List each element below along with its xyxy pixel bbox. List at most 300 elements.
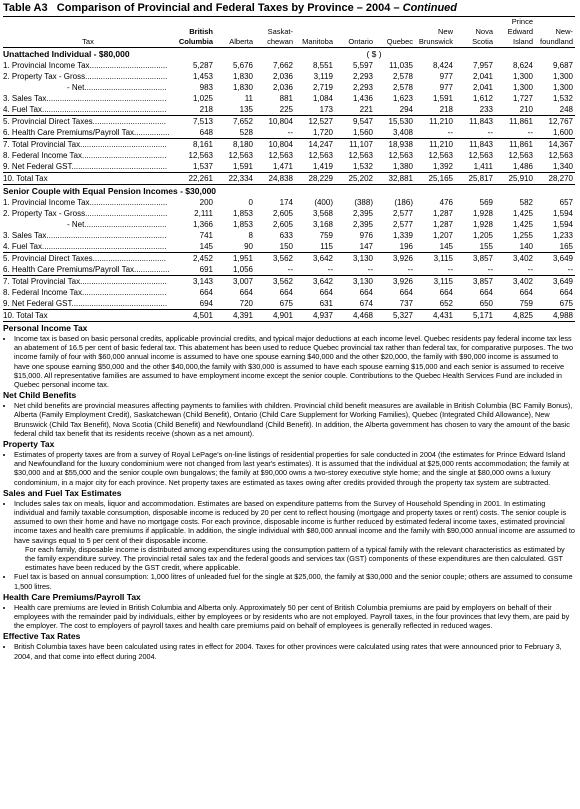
table-cell: 1,300	[512, 83, 533, 92]
table-cell: 1,233	[552, 231, 573, 240]
table-cell: 165	[559, 242, 573, 251]
table-cell: 2,719	[312, 83, 333, 92]
table-cell: 1,720	[312, 128, 333, 137]
column-header	[335, 27, 375, 37]
table-row	[3, 208, 575, 219]
table-cell: 1,300	[552, 83, 573, 92]
table-cell: --	[367, 265, 373, 274]
table-cell: 12,563	[508, 151, 533, 160]
table-cell: 3,649	[535, 276, 575, 288]
table-cell: 3,408	[392, 128, 413, 137]
note-bullet: • Health care premiums are levied in British Columbia and Alberta only. Approximately 50 per cent of British Columbia premiums are paid by employers on behalf of their employees with the remainder paid by individuals, either by employees or by residents who are not employed. Payroll taxes, in the four provinces that levy them, are paid by the employer. The cost to employers of payroll taxes and health care premiums paid on behalf of employees is generally reflected in reduced wages.	[14, 603, 575, 631]
table-cell: 664	[439, 288, 453, 297]
table-cell: 2,036	[272, 83, 293, 92]
table-cell: 218	[439, 105, 453, 114]
table-cell: 11,210	[415, 139, 455, 151]
note-heading: Effective Tax Rates	[3, 631, 81, 642]
table-cell: 1,300	[512, 72, 533, 81]
table-cell: 11,210	[415, 116, 455, 128]
column-header: Columbia	[175, 37, 215, 48]
table-header	[3, 17, 575, 48]
table-cell: 0	[248, 198, 253, 207]
table-cell: 2,036	[272, 72, 293, 81]
column-header: Scotia	[455, 37, 495, 48]
table-cell: 248	[559, 105, 573, 114]
row-label-text: 4. Fuel Tax	[3, 242, 42, 251]
row-label-text: 6. Health Care Premiums/Payroll Tax	[3, 128, 135, 137]
column-header	[375, 17, 415, 27]
table-cell: --	[287, 265, 293, 274]
row-label	[3, 208, 175, 219]
table-row	[3, 276, 575, 288]
table-cell: 1,560	[352, 128, 373, 137]
table-cell: 1,928	[472, 209, 493, 218]
column-header: Ontario	[335, 37, 375, 48]
table-cell: 1,594	[552, 209, 573, 218]
section-header	[3, 48, 575, 61]
table-cell: 145	[439, 242, 453, 251]
table-cell: 4,901	[255, 310, 295, 322]
table-cell: 881	[279, 94, 293, 103]
table-cell: 476	[439, 198, 453, 207]
row-label	[3, 82, 175, 93]
row-label-text: 3. Sales Tax	[3, 231, 47, 240]
table-cell: 1,084	[312, 94, 333, 103]
column-header: Island	[495, 37, 535, 48]
column-header	[455, 17, 495, 27]
leader-dots: ......................................	[82, 151, 167, 160]
table-cell: 664	[399, 288, 413, 297]
table-cell: 2,452	[175, 253, 215, 265]
table-code: Table A3	[3, 2, 48, 14]
row-label-text: 10. Total Tax	[3, 174, 48, 183]
table-cell: 2,395	[352, 220, 373, 229]
table-cell: --	[447, 128, 453, 137]
table-cell: 11,035	[389, 61, 413, 70]
note-list	[3, 401, 575, 438]
table-cell: 5,287	[192, 61, 213, 70]
table-cell: 10,804	[255, 139, 295, 151]
table-cell: 135	[239, 105, 253, 114]
table-row	[3, 127, 575, 139]
table-cell: 12,563	[388, 151, 413, 160]
column-header: Nova	[475, 27, 493, 36]
table-cell: --	[487, 265, 493, 274]
table-cell: 294	[399, 105, 413, 114]
table-cell: 28,229	[295, 173, 335, 185]
table-row	[3, 60, 575, 71]
notes-section	[3, 323, 575, 661]
section-unit: ( $ )	[366, 49, 382, 59]
table-cell: 674	[359, 299, 373, 308]
table-cell: 3,642	[295, 276, 335, 288]
table-cell: 3,926	[375, 253, 415, 265]
table-cell: 3,402	[495, 276, 535, 288]
table-cell: 2,605	[272, 220, 293, 229]
table-cell: 11,843	[455, 139, 495, 151]
table-cell: 14,367	[535, 139, 575, 151]
row-label-text: 5. Provincial Direct Taxes	[3, 254, 93, 263]
table-cell: 1,471	[272, 162, 293, 171]
table-cell: 22,261	[175, 173, 215, 185]
leader-dots: ...................................	[89, 61, 168, 70]
table-cell: 9,687	[552, 61, 573, 70]
leader-dots: ........................................................	[41, 105, 167, 114]
table-cell: 664	[199, 288, 213, 297]
row-label	[3, 253, 175, 265]
row-label-text: 10. Total Tax	[3, 311, 48, 320]
table-cell: 3,168	[312, 220, 333, 229]
table-cell: 1,623	[392, 94, 413, 103]
table-cell: 664	[279, 288, 293, 297]
table-cell: 569	[479, 198, 493, 207]
table-cell: 1,532	[352, 162, 373, 171]
table-cell: (400)	[314, 198, 333, 207]
table-row	[3, 241, 575, 253]
table-cell: 15,530	[375, 116, 415, 128]
row-label	[3, 310, 175, 322]
table-row	[3, 197, 575, 208]
row-label-text: 4. Fuel Tax	[3, 105, 42, 114]
row-label-text: - Net	[67, 220, 85, 229]
table-row	[3, 219, 575, 230]
table-cell: 1,340	[552, 162, 573, 171]
table-cell: 5,597	[352, 61, 373, 70]
table-cell: 3,857	[455, 276, 495, 288]
table-cell: 25,817	[455, 173, 495, 185]
column-header	[295, 27, 335, 37]
table-cell: --	[567, 265, 573, 274]
table-cell: 1,600	[552, 128, 573, 137]
note-heading: Health Care Premiums/Payroll Tax	[3, 591, 141, 602]
leader-dots: .................................	[92, 254, 167, 263]
row-label	[3, 173, 175, 185]
table-cell: 3,130	[335, 276, 375, 288]
table-cell: 737	[399, 299, 413, 308]
table-cell: 2,041	[472, 72, 493, 81]
table-cell: 155	[479, 242, 493, 251]
table-cell: 1,486	[512, 162, 533, 171]
column-header: Alberta	[215, 37, 255, 48]
row-label	[3, 298, 175, 310]
table-cell: 664	[479, 288, 493, 297]
note-bullet: • Fuel tax is based on annual consumption: 1,000 litres of unleaded fuel for the single at $25,000, the family at $30,000 and the senior couple; others are assumed to consume 1,500 litres.	[14, 572, 575, 590]
table-cell: 664	[559, 288, 573, 297]
table-cell: 14,247	[295, 139, 335, 151]
row-label	[3, 71, 175, 82]
table-cell: 3,130	[335, 253, 375, 265]
row-label	[3, 93, 175, 104]
table-cell: 11	[244, 94, 253, 103]
table-cell: 1,537	[192, 162, 213, 171]
tax-comparison-table	[3, 17, 575, 322]
table-cell: 24,838	[255, 173, 295, 185]
table-cell: 2,395	[352, 209, 373, 218]
column-header: Manitoba	[295, 37, 335, 48]
table-cell: 11,861	[495, 139, 535, 151]
leader-dots: .....................................	[84, 220, 167, 229]
table-cell: 3,115	[415, 276, 455, 288]
table-cell: 2,041	[472, 83, 493, 92]
table-cell: 1,255	[512, 231, 533, 240]
table-cell: 4,825	[495, 310, 535, 322]
column-header: foundland	[535, 37, 575, 48]
header-row-top	[3, 17, 575, 27]
row-label-text: 7. Total Provincial Tax	[3, 277, 81, 286]
row-label-text: 9. Net Federal GST	[3, 162, 72, 171]
table-cell: 145	[199, 242, 213, 251]
document-page	[3, 0, 575, 661]
note-bullet: • Net child benefits are provincial measures affecting payments to families with children. Provincial child benefit measures are available in British Columbia (BC Family Bonus), Alberta (Family Employment Credit), Saskatchewan (Child Benefit), Ontario (Child Care Supplement for Working Families), Quebec (Integrated Child Allowance), New Brunswick (Child Tax Benefit), Nova Scotia (Child Benefit) and Newfoundland (Child Benefit). In addition, the Alberta government has chosen to vary the amount of the basic federal child tax benefit that its residents receive (shown as a net amount).	[14, 401, 575, 438]
note-heading: Sales and Fuel Tax Estimates	[3, 487, 122, 498]
leader-dots: ................	[134, 265, 170, 274]
column-header: Prince	[511, 17, 533, 26]
table-cell: 4,431	[415, 310, 455, 322]
column-header: New-	[555, 27, 573, 36]
leader-dots: .....................................	[84, 83, 167, 92]
column-header	[375, 27, 415, 37]
table-cell: 32,881	[375, 173, 415, 185]
table-cell: (388)	[354, 198, 373, 207]
column-header: chewan	[255, 37, 295, 48]
note-bullet: • British Columbia taxes have been calculated using rates in effect for 2004. Taxes for other provinces were calculated using rates that were announced prior to February 3, 2004, and that come into effect during 2004.	[14, 642, 575, 660]
table-cell: 1,591	[432, 94, 453, 103]
table-cell: 1,287	[432, 209, 453, 218]
table-cell: 7,957	[472, 61, 493, 70]
note-list	[3, 450, 575, 487]
table-cell: 1,366	[192, 220, 213, 229]
table-cell: 1,594	[552, 220, 573, 229]
header-tax-label: Tax	[3, 37, 175, 48]
table-cell: 3,642	[295, 253, 335, 265]
table-cell: 7,652	[215, 116, 255, 128]
note-list	[3, 642, 575, 660]
row-label	[3, 127, 175, 139]
column-header	[215, 17, 255, 27]
table-cell: 11,107	[335, 139, 375, 151]
leader-dots: .....................................	[85, 209, 168, 218]
column-header: Saskat-	[267, 27, 293, 36]
row-label-text: 9. Net Federal GST	[3, 299, 72, 308]
column-header	[335, 17, 375, 27]
row-label-text: 1. Provincial Income Tax	[3, 61, 90, 70]
row-label-text: - Net	[67, 83, 85, 92]
table-cell: 173	[319, 105, 333, 114]
table-cell: 1,287	[432, 220, 453, 229]
table-cell: 675	[559, 299, 573, 308]
row-label	[3, 60, 175, 71]
table-cell: 25,910	[495, 173, 535, 185]
table-cell: 115	[320, 242, 333, 251]
table-cell: 3,143	[175, 276, 215, 288]
table-row	[3, 93, 575, 104]
table-cell: 25,165	[415, 173, 455, 185]
table-cell: 11,861	[495, 116, 535, 128]
table-cell: 1,727	[512, 94, 533, 103]
table-cell: 90	[244, 242, 253, 251]
table-cell: 1,853	[232, 220, 253, 229]
leader-dots: .....................................	[85, 72, 168, 81]
table-row	[3, 310, 575, 322]
leader-dots: ........................................................	[41, 242, 167, 251]
header-row-bottom	[3, 37, 575, 48]
leader-dots: ......................................................	[46, 231, 167, 240]
section-unit	[335, 185, 415, 198]
table-cell: 3,857	[455, 253, 495, 265]
header-tax-label	[3, 27, 175, 37]
note-list	[3, 499, 575, 591]
table-cell: 225	[279, 105, 293, 114]
row-label	[3, 230, 175, 241]
table-cell: 8,424	[432, 61, 453, 70]
table-cell: 3,115	[415, 253, 455, 265]
table-cell: 12,563	[268, 151, 293, 160]
note-continuation: For each family, disposable income is distributed among expenditures using the consumption pattern of a typical family with the relevant characteristics as estimated by the family expenditure survey. The provincial retail sales tax and the federal goods and services tax (GST) components of these expenditures are then calculated. GST estimates have been reduced by the GST credit, where applicable.	[25, 544, 565, 573]
leader-dots: ......................................................	[46, 94, 167, 103]
table-row	[3, 104, 575, 116]
table-cell: 664	[519, 288, 533, 297]
table-body	[3, 48, 575, 322]
table-cell: 631	[319, 299, 333, 308]
row-label-text: 7. Total Provincial Tax	[3, 140, 81, 149]
table-cell: 12,527	[295, 116, 335, 128]
table-cell: 977	[439, 72, 453, 81]
table-cell: 691	[199, 265, 213, 274]
table-cell: 196	[399, 242, 413, 251]
table-cell: 28,270	[535, 173, 575, 185]
row-label	[3, 264, 175, 276]
section-title: Unattached Individual - $80,000	[3, 49, 130, 59]
column-header	[535, 17, 575, 27]
table-cell: 8,180	[215, 139, 255, 151]
note-list	[3, 334, 575, 389]
table-cell: 3,007	[215, 276, 255, 288]
row-label	[3, 116, 175, 128]
column-header	[215, 27, 255, 37]
column-header: Quebec	[375, 37, 415, 48]
row-label-text: 2. Property Tax - Gross	[3, 72, 86, 81]
table-cell: 12,563	[308, 151, 333, 160]
row-label	[3, 219, 175, 230]
row-label-text: 6. Health Care Premiums/Payroll Tax	[3, 265, 135, 274]
leader-dots: ...................................	[89, 198, 168, 207]
note-list	[3, 603, 575, 631]
table-cell: 2,293	[352, 72, 373, 81]
row-label	[3, 139, 175, 151]
table-cell: 3,649	[535, 253, 575, 265]
table-cell: 3,402	[495, 253, 535, 265]
table-cell: 3,568	[312, 209, 333, 218]
table-cell: --	[287, 128, 293, 137]
table-row	[3, 71, 575, 82]
table-cell: 1,300	[552, 72, 573, 81]
table-cell: 976	[359, 231, 373, 240]
table-cell: 8,551	[312, 61, 333, 70]
column-header	[295, 17, 335, 27]
column-header: Edward	[507, 27, 533, 36]
row-label	[3, 150, 175, 161]
leader-dots: .......................................	[80, 140, 167, 149]
row-label-text: 2. Property Tax - Gross	[3, 209, 86, 218]
table-cell: 3,562	[255, 253, 295, 265]
table-cell: 8,161	[175, 139, 215, 151]
table-cell: 664	[319, 288, 333, 297]
table-title-text: Comparison of Provincial and Federal Taxes by Province – 2004 –	[56, 2, 400, 14]
table-row	[3, 116, 575, 128]
table-cell: --	[327, 265, 333, 274]
table-cell: 2,578	[392, 72, 413, 81]
table-row	[3, 230, 575, 241]
table-cell: 12,767	[535, 116, 575, 128]
table-cell: 200	[199, 198, 213, 207]
table-cell: --	[527, 265, 533, 274]
table-row	[3, 253, 575, 265]
table-cell: 1,425	[512, 220, 533, 229]
table-cell: 759	[319, 231, 333, 240]
column-header	[175, 17, 215, 27]
table-cell: 140	[519, 242, 533, 251]
table-row	[3, 264, 575, 276]
row-label	[3, 161, 175, 173]
column-header: New	[437, 27, 453, 36]
header-row-mid	[3, 27, 575, 37]
table-cell: 1,853	[232, 209, 253, 218]
table-cell: 664	[239, 288, 253, 297]
table-cell: --	[487, 128, 493, 137]
table-cell: 1,830	[232, 72, 253, 81]
table-cell: 9,547	[335, 116, 375, 128]
table-cell: 1,392	[432, 162, 453, 171]
table-cell: --	[447, 265, 453, 274]
table-cell: --	[527, 128, 533, 137]
table-cell: 8,624	[512, 61, 533, 70]
table-cell: 1,419	[312, 162, 333, 171]
table-row	[3, 298, 575, 310]
table-cell: 221	[359, 105, 373, 114]
table-cell: 174	[279, 198, 293, 207]
table-cell: 741	[199, 231, 213, 240]
column-header	[255, 17, 295, 27]
note-heading: Net Child Benefits	[3, 390, 77, 401]
table-cell: 1,025	[192, 94, 213, 103]
table-title-continued: Continued	[402, 2, 458, 14]
table-cell: 12,563	[348, 151, 373, 160]
row-label	[3, 276, 175, 288]
table-cell: 720	[239, 299, 253, 308]
table-cell: 1,411	[473, 162, 493, 171]
table-cell: 3,119	[313, 72, 333, 81]
table-row	[3, 173, 575, 185]
table-cell: 2,577	[392, 220, 413, 229]
table-cell: 12,563	[228, 151, 253, 160]
table-cell: 694	[199, 299, 213, 308]
table-cell: 2,605	[272, 209, 293, 218]
table-cell: 2,293	[352, 83, 373, 92]
table-cell: 1,056	[232, 265, 253, 274]
table-cell: 1,453	[192, 72, 213, 81]
leader-dots: .................................	[92, 117, 167, 126]
table-cell: 1,436	[352, 94, 373, 103]
column-header	[415, 17, 455, 27]
row-label-text: 5. Provincial Direct Taxes	[3, 117, 93, 126]
table-cell: 759	[519, 299, 533, 308]
note-heading: Personal Income Tax	[3, 323, 88, 333]
table-cell: 648	[199, 128, 213, 137]
table-cell: 7,513	[175, 116, 215, 128]
table-cell: --	[407, 265, 413, 274]
row-label-text: 8. Federal Income Tax	[3, 288, 83, 297]
table-cell: 5,171	[455, 310, 495, 322]
